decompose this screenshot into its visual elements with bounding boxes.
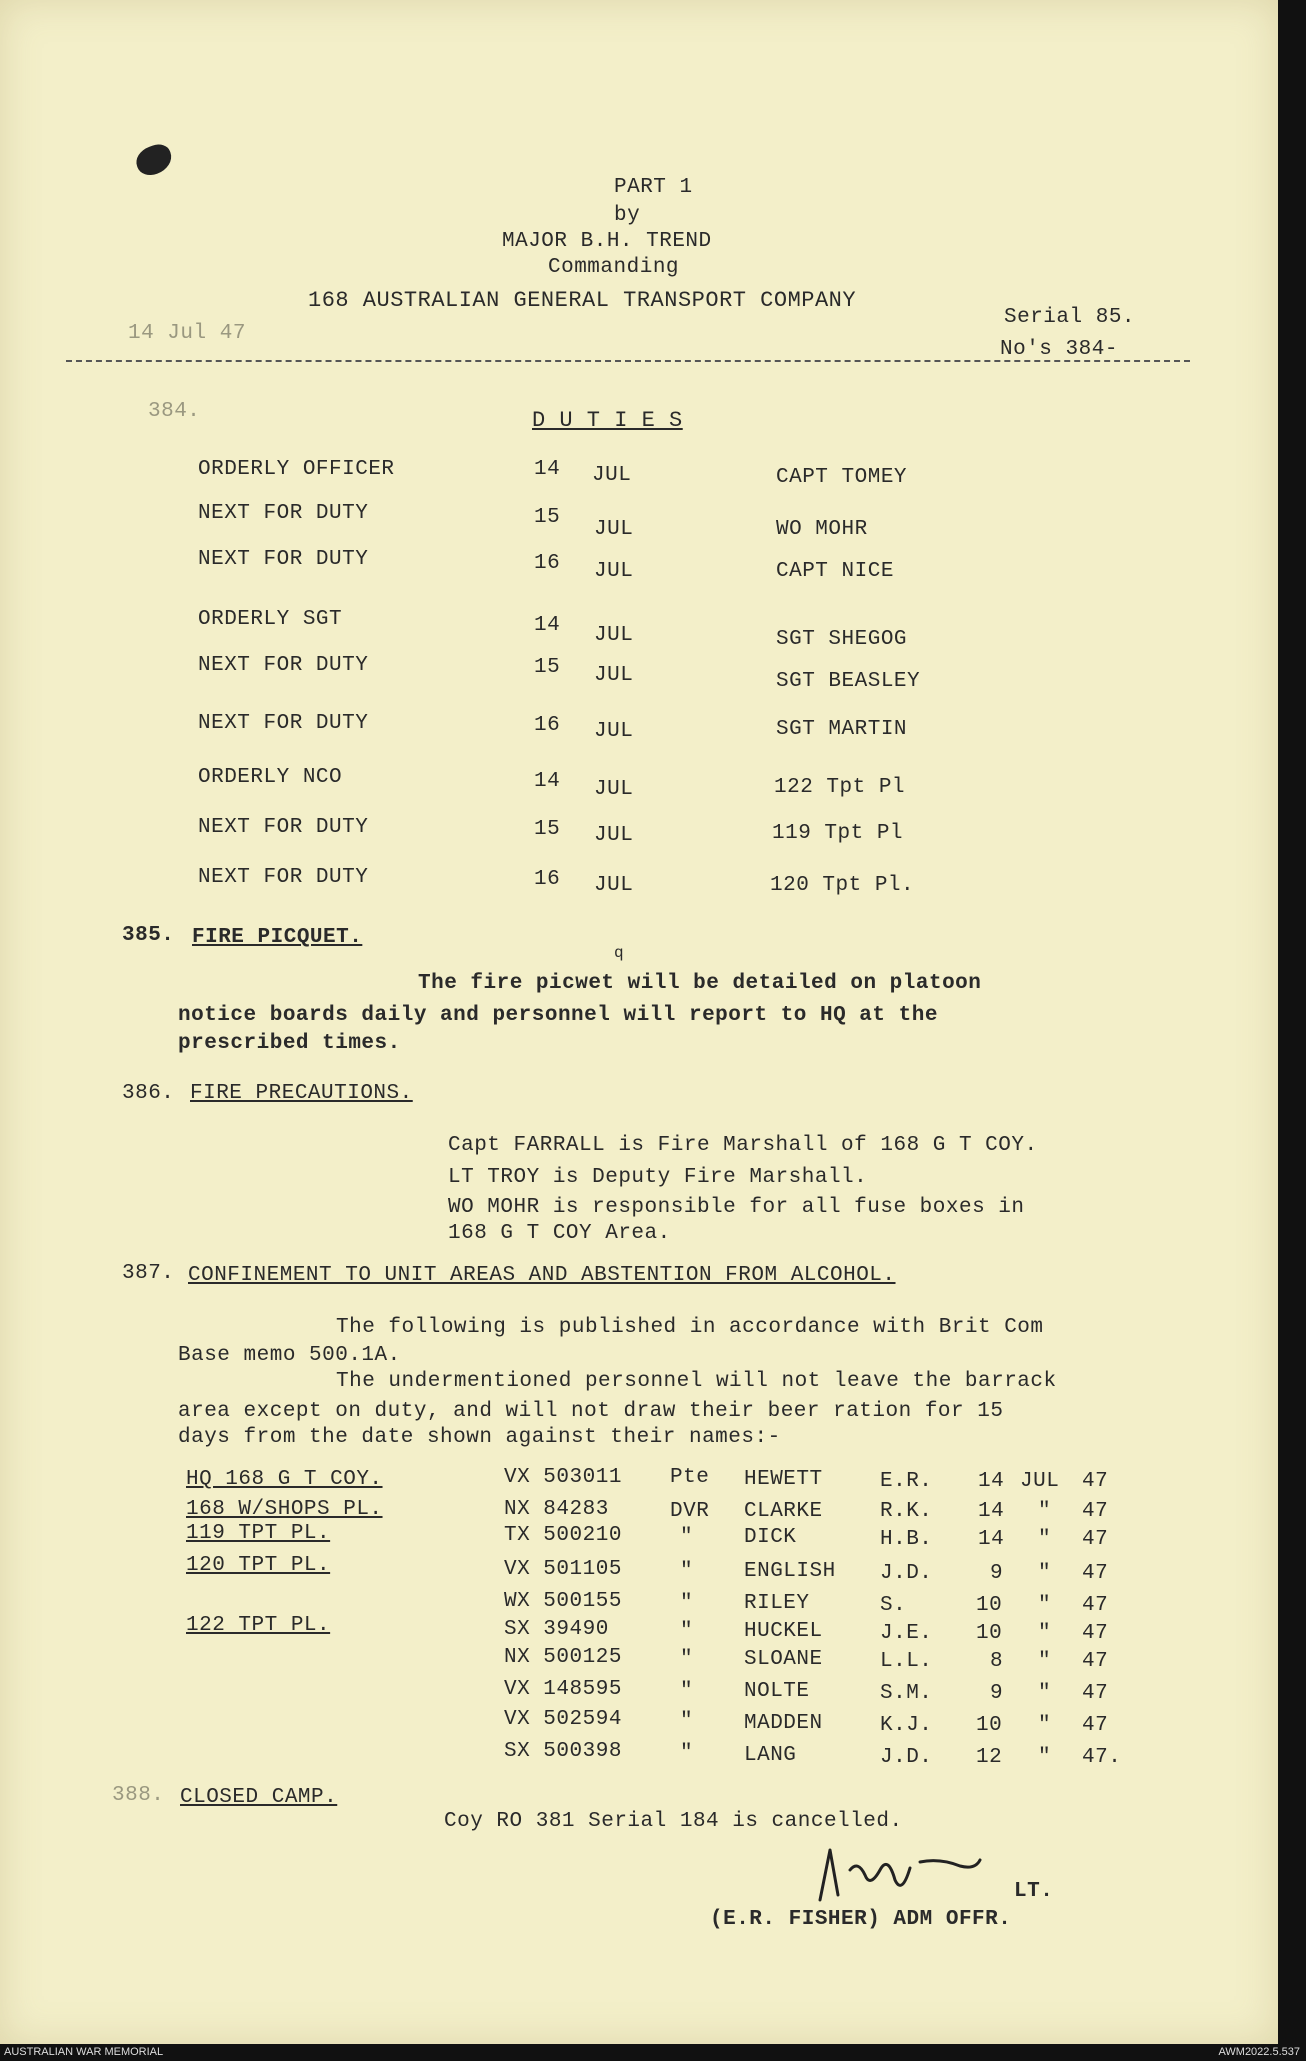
rank: " <box>680 1620 694 1643</box>
month: " <box>1038 1528 1052 1551</box>
duty-day: 14 <box>534 770 561 793</box>
body-text: Capt FARRALL is Fire Marshall of 168 G T COY. <box>448 1134 1038 1157</box>
service-number: VX 501105 <box>504 1558 622 1581</box>
by-line: by <box>614 204 641 227</box>
section-number: 387. <box>122 1262 175 1285</box>
month: " <box>1038 1650 1052 1673</box>
signature-image <box>810 1840 1040 1910</box>
surname: RILEY <box>744 1592 810 1615</box>
year: 47 <box>1082 1594 1109 1617</box>
day: 10 <box>976 1594 1003 1617</box>
section-number: 386. <box>122 1082 175 1105</box>
body-text: LT TROY is Deputy Fire Marshall. <box>448 1166 868 1189</box>
body-text: notice boards daily and personnel will report to HQ at the <box>178 1004 938 1027</box>
initials: J.D. <box>880 1562 933 1585</box>
service-number: VX 148595 <box>504 1678 622 1701</box>
handwritten-correction: q <box>614 944 625 962</box>
duty-role: ORDERLY NCO <box>198 766 343 789</box>
body-text: prescribed times. <box>178 1032 401 1055</box>
duty-person: CAPT TOMEY <box>776 466 908 489</box>
order-date: 14 Jul 47 <box>128 322 246 345</box>
duty-month: JUL <box>594 560 634 583</box>
rank: " <box>680 1592 694 1615</box>
duty-role: NEXT FOR DUTY <box>198 502 369 525</box>
service-number: SX 500398 <box>504 1740 622 1763</box>
commander-name: MAJOR B.H. TREND <box>502 230 712 253</box>
year: 47 <box>1082 1650 1109 1673</box>
unit-name: 168 AUSTRALIAN GENERAL TRANSPORT COMPANY <box>308 288 857 313</box>
duty-month: JUL <box>594 824 634 847</box>
initials: L.L. <box>880 1650 933 1673</box>
section-title: CLOSED CAMP. <box>180 1786 338 1809</box>
rank: " <box>680 1742 694 1765</box>
duty-role: ORDERLY OFFICER <box>198 458 395 481</box>
archive-label: AUSTRALIAN WAR MEMORIAL <box>4 2046 164 2058</box>
unit-label: 120 TPT PL. <box>186 1554 331 1577</box>
initials: R.K. <box>880 1500 933 1523</box>
initials: H.B. <box>880 1528 933 1551</box>
duty-month: JUL <box>594 624 634 647</box>
surname: ENGLISH <box>744 1560 836 1583</box>
commanding-line: Commanding <box>548 256 680 279</box>
initials: S. <box>880 1594 907 1617</box>
rank: " <box>680 1526 694 1549</box>
surname: MADDEN <box>744 1712 823 1735</box>
service-number: NX 84283 <box>504 1498 609 1521</box>
body-text: WO MOHR is responsible for all fuse boxes in <box>448 1196 1025 1219</box>
surname: SLOANE <box>744 1648 823 1671</box>
year: 47 <box>1082 1562 1109 1585</box>
section-title: FIRE PRECAUTIONS. <box>190 1082 413 1105</box>
body-text: days from the date shown against their names:- <box>178 1426 781 1449</box>
header-divider <box>66 360 1190 362</box>
body-text: 168 G T COY Area. <box>448 1222 671 1245</box>
order-numbers: No's 384- <box>1000 338 1118 361</box>
month: " <box>1038 1622 1052 1645</box>
month: " <box>1038 1682 1052 1705</box>
section-number: 388. <box>112 1784 165 1807</box>
duty-role: NEXT FOR DUTY <box>198 712 369 735</box>
body-text: The undermentioned personnel will not leave the barrack <box>336 1370 1057 1393</box>
year: 47 <box>1082 1682 1109 1705</box>
duty-month: JUL <box>594 720 634 743</box>
signatory-name: (E.R. FISHER) ADM OFFR. <box>710 1908 1012 1931</box>
surname: HUCKEL <box>744 1620 823 1643</box>
initials: E.R. <box>880 1470 933 1493</box>
year: 47. <box>1082 1746 1122 1769</box>
duty-month: JUL <box>594 778 634 801</box>
part-heading: PART 1 <box>614 176 693 199</box>
day: 14 <box>978 1528 1005 1551</box>
body-text: Coy RO 381 Serial 184 is cancelled. <box>444 1810 903 1833</box>
month: JUL <box>1020 1470 1060 1493</box>
rank: " <box>680 1710 694 1733</box>
day: 10 <box>976 1714 1003 1737</box>
service-number: SX 39490 <box>504 1618 609 1641</box>
month: " <box>1038 1500 1052 1523</box>
day: 14 <box>978 1470 1005 1493</box>
duty-person: SGT MARTIN <box>776 718 908 741</box>
serial-number: Serial 85. <box>1004 306 1136 329</box>
year: 47 <box>1082 1622 1109 1645</box>
unit-label: 122 TPT PL. <box>186 1614 331 1637</box>
year: 47 <box>1082 1714 1109 1737</box>
month: " <box>1038 1746 1052 1769</box>
body-text: area except on duty, and will not draw their beer ration for 15 <box>178 1400 1004 1423</box>
duty-month: JUL <box>594 518 634 541</box>
surname: DICK <box>744 1526 797 1549</box>
duties-title: D U T I E S <box>532 408 683 433</box>
duty-person: SGT SHEGOG <box>776 628 908 651</box>
section-title: FIRE PICQUET. <box>192 926 363 949</box>
ink-blot <box>132 141 175 180</box>
rank: " <box>680 1560 694 1583</box>
signatory-rank: LT. <box>1014 1880 1054 1903</box>
day: 9 <box>990 1562 1004 1585</box>
duty-person: CAPT NICE <box>776 560 894 583</box>
rank: " <box>680 1648 694 1671</box>
year: 47 <box>1082 1528 1109 1551</box>
section-number: 384. <box>148 400 201 423</box>
section-title: CONFINEMENT TO UNIT AREAS AND ABSTENTION FROM ALCOHOL. <box>188 1264 896 1287</box>
duty-month: JUL <box>592 464 632 487</box>
body-text: The fire picwet will be detailed on platoon <box>418 972 982 995</box>
service-number: NX 500125 <box>504 1646 622 1669</box>
duty-role: NEXT FOR DUTY <box>198 866 369 889</box>
duty-person: WO MOHR <box>776 518 868 541</box>
duty-day: 16 <box>534 714 561 737</box>
year: 47 <box>1082 1500 1109 1523</box>
duty-day: 14 <box>534 458 561 481</box>
day: 10 <box>976 1622 1003 1645</box>
day: 12 <box>976 1746 1003 1769</box>
surname: LANG <box>744 1744 797 1767</box>
section-number: 385. <box>122 924 175 947</box>
duty-day: 14 <box>534 614 561 637</box>
duty-day: 15 <box>534 818 561 841</box>
rank: " <box>680 1680 694 1703</box>
initials: J.E. <box>880 1622 933 1645</box>
month: " <box>1038 1714 1052 1737</box>
service-number: VX 502594 <box>504 1708 622 1731</box>
duty-role: NEXT FOR DUTY <box>198 816 369 839</box>
initials: K.J. <box>880 1714 933 1737</box>
archive-reference: AWM2022.5.537 <box>1218 2046 1300 2058</box>
surname: HEWETT <box>744 1468 823 1491</box>
duty-person: SGT BEASLEY <box>776 670 921 693</box>
duty-day: 15 <box>534 506 561 529</box>
unit-label: 168 W/SHOPS PL. <box>186 1498 383 1521</box>
service-number: WX 500155 <box>504 1590 622 1613</box>
rank: DVR <box>670 1500 710 1523</box>
day: 8 <box>990 1650 1004 1673</box>
day: 9 <box>990 1682 1004 1705</box>
duty-role: ORDERLY SGT <box>198 608 343 631</box>
unit-label: HQ 168 G T COY. <box>186 1468 383 1491</box>
surname: CLARKE <box>744 1500 823 1523</box>
duty-person: 120 Tpt Pl. <box>770 874 915 897</box>
month: " <box>1038 1594 1052 1617</box>
service-number: VX 503011 <box>504 1466 622 1489</box>
duty-person: 122 Tpt Pl <box>774 776 906 799</box>
duty-month: JUL <box>594 874 634 897</box>
duty-day: 16 <box>534 552 561 575</box>
duty-day: 15 <box>534 656 561 679</box>
surname: NOLTE <box>744 1680 810 1703</box>
rank: Pte <box>670 1466 710 1489</box>
duty-person: 119 Tpt Pl <box>772 822 904 845</box>
duty-role: NEXT FOR DUTY <box>198 548 369 571</box>
duty-month: JUL <box>594 664 634 687</box>
duty-role: NEXT FOR DUTY <box>198 654 369 677</box>
body-text: The following is published in accordance with Brit Com <box>336 1316 1044 1339</box>
initials: S.M. <box>880 1682 933 1705</box>
unit-label: 119 TPT PL. <box>186 1522 331 1545</box>
body-text: Base memo 500.1A. <box>178 1344 401 1367</box>
duty-day: 16 <box>534 868 561 891</box>
month: " <box>1038 1562 1052 1585</box>
initials: J.D. <box>880 1746 933 1769</box>
day: 14 <box>978 1500 1005 1523</box>
service-number: TX 500210 <box>504 1524 622 1547</box>
year: 47 <box>1082 1470 1109 1493</box>
